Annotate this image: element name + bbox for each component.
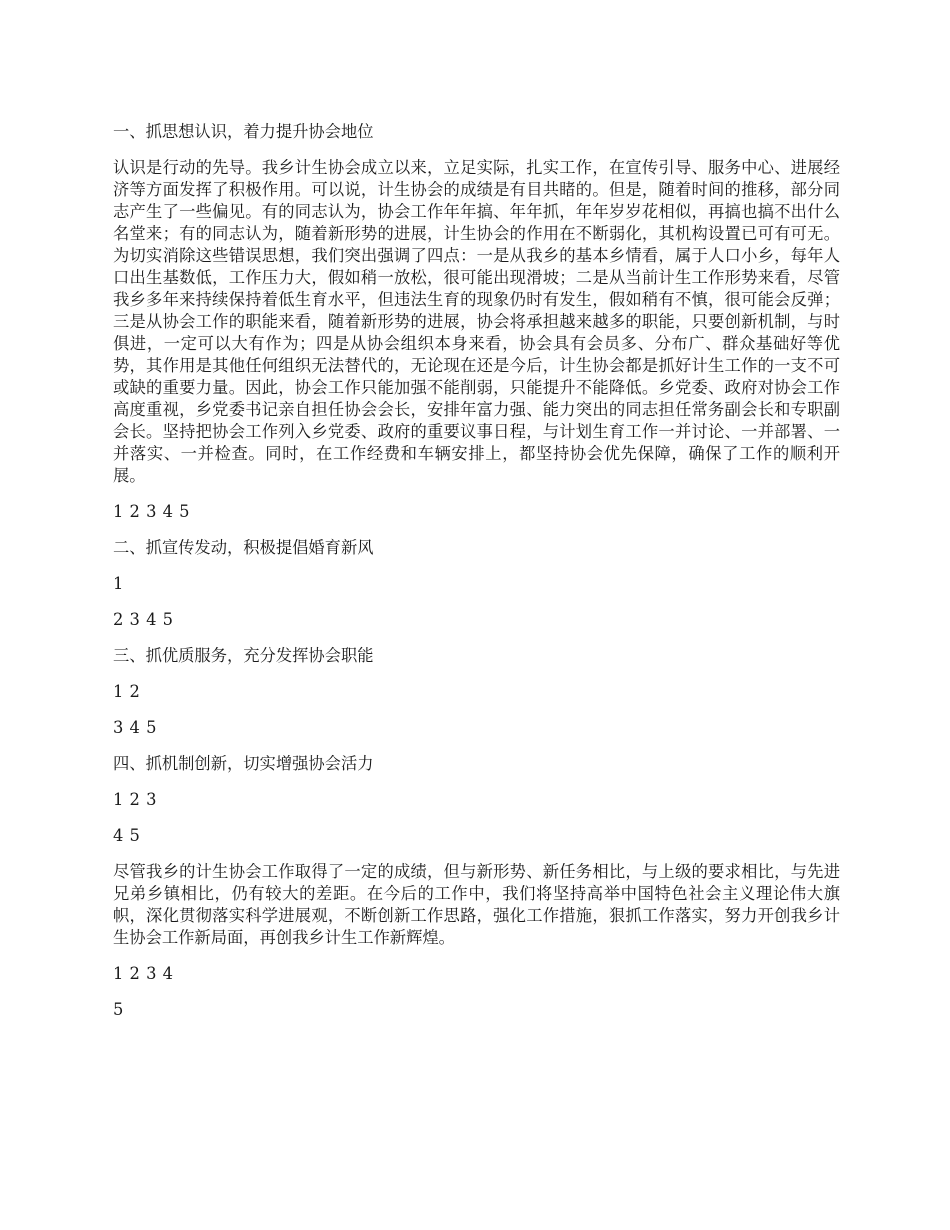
body-paragraph-2: 尽管我乡的计生协会工作取得了一定的成绩，但与新形势、新任务相比，与上级的要求相比，与先进兄弟乡镇相比，仍有较大的差距。在今后的工作中，我们将坚持高举中国特色社会主义理论伟大旗帜，深化贯彻落实科学进展观，不断创新工作思路，强化工作措施，狠抓工作落实，努力开创我乡计生协会工作新局面，再创我乡计生工作新辉煌。 bbox=[113, 862, 840, 947]
number-line-7: 4 5 bbox=[113, 826, 141, 845]
document-body bbox=[113, 121, 840, 1035]
number-line-5: 3 4 5 bbox=[113, 718, 157, 737]
number-line-8: 1 2 3 4 bbox=[113, 964, 174, 983]
number-line-3: 2 3 4 5 bbox=[113, 610, 174, 629]
number-line-6: 1 2 3 bbox=[113, 790, 157, 809]
section-heading-2: 二、抓宣传发动，积极提倡婚育新风 bbox=[113, 538, 374, 557]
section-heading-1: 一、抓思想认识，着力提升协会地位 bbox=[113, 122, 374, 141]
section-heading-4: 四、抓机制创新，切实增强协会活力 bbox=[113, 754, 374, 773]
number-line-1: 1 2 3 4 5 bbox=[113, 502, 190, 521]
section-heading-3: 三、抓优质服务，充分发挥协会职能 bbox=[113, 646, 374, 665]
number-line-9: 5 bbox=[113, 1000, 124, 1019]
number-line-4: 1 2 bbox=[113, 682, 141, 701]
number-line-2: 1 bbox=[113, 574, 124, 593]
body-paragraph-1: 认识是行动的先导。我乡计生协会成立以来，立足实际，扎实工作，在宣传引导、服务中心、进展经济等方面发挥了积极作用。可以说，计生协会的成绩是有目共睹的。但是，随着时间的推移，部分同志产生了一些偏见。有的同志认为，协会工作年年搞、年年抓，年年岁岁花相似，再搞也搞不出什么名堂来；有的同志认为，随着新形势的进展，计生协会的作用在不断弱化，其机构设置已可有可无。为切实消除这些错误思想，我们突出强调了四点：一是从我乡的基本乡情看，属于人口小乡，每年人口出生基数低，工作压力大，假如稍一放松，很可能出现滑坡；二是从当前计生工作形势来看，尽管我乡多年来持续保持着低生育水平，但违法生育的现象仍时有发生，假如稍有不慎，很可能会反弹；三是从协会工作的职能来看，随着新形势的进展，协会将承担越来越多的职能，只要创新机制，与时俱进，一定可以大有作为；四是从协会组织本身来看，协会具有会员多、分布广、群众基础好等优势，其作用是其他任何组织无法替代的，无论现在还是今后，计生协会都是抓好计生工作的一支不可或缺的重要力量。因此，协会工作只能加强不能削弱，只能提升不能降低。乡党委、政府对协会工作高度重视，乡党委书记亲自担任协会会长，安排年富力强、能力突出的同志担任常务副会长和专职副会长。坚持把协会工作列入乡党委、政府的重要议事日程，与计划生育工作一并讨论、一并部署、一并落实、一并检查。同时，在工作经费和车辆安排上，都坚持协会优先保障，确保了工作的顺利开展。 bbox=[113, 158, 840, 485]
